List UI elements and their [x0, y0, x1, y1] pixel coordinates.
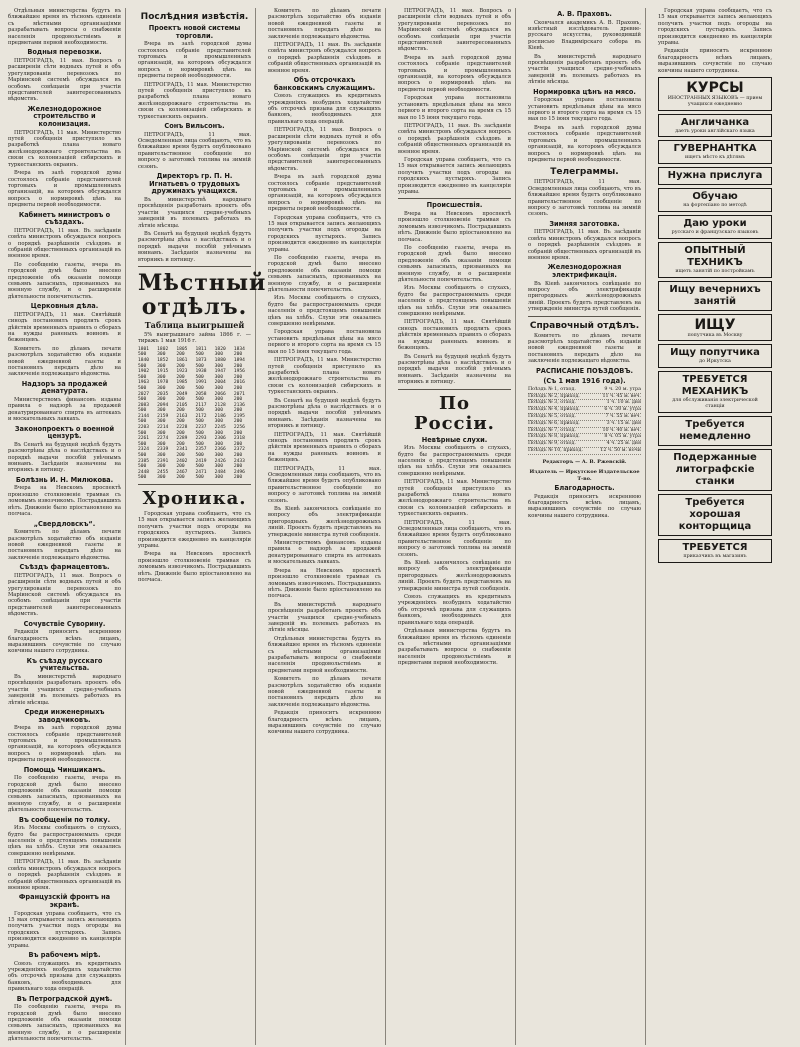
timetable-row [528, 441, 641, 448]
timetable-train: Поѣздъ № 4, приход. [528, 407, 580, 413]
table-cell: 2339 300 [157, 447, 169, 459]
article-heading: Въ Петроградской думѣ. [16, 994, 113, 1003]
timetable-time: 1 ч. 10 м. дня [606, 400, 641, 406]
ad-box [658, 188, 772, 212]
table-cell: 1947 300 [214, 369, 226, 380]
article-text: По сообщенію газеты, вчера въ городской думѣ было внесено предложеніе объ оказаніи помощи семьямъ запасныхъ, призванныхъ на военную службу, и о расширеніи дѣятельности попечительствъ. [268, 255, 381, 294]
table-title: Таблица выигрышей [144, 319, 245, 330]
table-cell: 2274 300 [157, 436, 169, 447]
article-text: Комитетъ по дѣламъ печати разсмотрѣлъ ходатайство объ изданіи новой ежедневной газеты и постановилъ передать дѣло на заключеніе подлежащаго вѣдомства. [8, 345, 121, 378]
article-text: Изъ Москвы сообщаютъ о слухахъ, будто бы распространяемыхъ среди населенія о предстоящемъ повышеніи цѣнъ на хлѣбъ. Слухи эти оказались совершенно невѣрными. [398, 445, 511, 477]
timetable-time: 9 ч. 20 м. утра [604, 386, 641, 392]
article-text: Министерствомъ финансовъ изданы правила о надзорѣ за продажей денатурированнаго спирта въ аптекахъ и москательныхъ лавкахъ. [8, 397, 121, 423]
ad-box [658, 416, 772, 446]
table-cell: 2195 200 [233, 413, 245, 425]
article-text: Редакція приноситъ искреннюю благодарность всѣмъ лицамъ, выразившимъ сочувствіе по случаю кончины нашего сотрудника. [8, 629, 121, 655]
article-text: Изъ Москвы сообщаютъ о слухахъ, будто бы распространяемыхъ среди населенія о предстоящемъ повышеніи цѣнъ на хлѣбъ. Слухи эти оказались совершенно невѣрными. [398, 285, 511, 318]
timetable-time: 4 ч. 25 м. дня [606, 441, 641, 447]
table-cell: 1802 300 [157, 346, 169, 358]
table-cell: 2237 500 [195, 425, 207, 436]
timetable-train: Поѣздъ № 10, приход. [528, 447, 583, 453]
ad-box [658, 77, 772, 111]
section-heading: Телеграммы. [550, 167, 619, 178]
article-text: Въ министерствѣ народнаго просвѣщенія разработанъ проектъ объ участіи учащихся средне-учебныхъ заведеній въ полевыхъ работахъ въ лѣтніе мѣсяцы. [528, 53, 641, 86]
article-subheading: (Съ 1 мая 1916 года). [543, 377, 626, 386]
article-text: Вчера на Невскомъ проспектѣ произошло столкновеніе трамвая съ ломовымъ извозчикомъ. Пострадавшихъ нѣтъ. Движеніе было пріостановлено на полчаса. [8, 485, 121, 518]
ad-subtext: русскаго и французскаго языковъ [671, 230, 759, 236]
article-text: ПЕТРОГРАДЪ, 11 мая. Осведомленныя лица сообщаютъ, что въ ближайшее время будетъ опубликовано правительственное сообщеніе по вопросу о заготовкѣ топлива на зимній сезонъ. [398, 519, 511, 558]
table-cell: 1985 200 [176, 380, 188, 391]
table-cell: 2372 200 [233, 447, 245, 459]
article-heading: Надзоръ за продажей денатурата. [21, 379, 108, 396]
article-text: ПЕТРОГРАДЪ, 11 мая. Вопросъ о расширеніи сѣти водныхъ путей и объ урегулированіи перевозокъ по Маріинской системѣ обсуждался въ особомъ совѣщаніи при участіи представителей заинтересованныхъ вѣдомствъ. [398, 8, 511, 53]
ad-heading: Требуется немедленно [679, 418, 751, 442]
table-cell: 1811 500 [195, 346, 207, 358]
timetable-time: 12 ч. 50 м. ночи [600, 447, 641, 453]
article-heading: Кабинетъ министровъ о съѣздахъ. [18, 210, 111, 227]
table-cell: 2136 200 [233, 402, 245, 414]
table-cell: 1840 500 [138, 357, 150, 369]
ad-box [658, 344, 772, 368]
ad-box [658, 281, 772, 311]
article-heading: Помощь Чиншикамъ. [23, 765, 106, 774]
table-cell: 2214 300 [157, 425, 169, 436]
table-cell: 1861 200 [176, 357, 188, 369]
winnings-table [138, 347, 251, 481]
ad-heading: Ищу вечернихъ занятій [669, 283, 761, 307]
article-text: Городская управа сообщаетъ, что съ 15 мая открывается запись желающихъ получить участки подъ огороды на городскихъ пустыряхъ. Запись производится ежедневно въ канцеляріи управы. [398, 156, 511, 195]
table-cell: 2385 500 [138, 458, 150, 470]
article-text: Въ министерствѣ народнаго просвѣщенія разработанъ проектъ объ участіи учащихся средне-учебныхъ заведеній въ полевыхъ работахъ въ лѣтніе мѣсяцы. [8, 673, 121, 706]
article-text: Союзъ служащихъ въ кредитныхъ учрежденіяхъ возбудилъ ходатайство объ отсрочкѣ призыва для служащихъ банковъ, необходимыхъ для правильнаго хода операцій. [398, 594, 511, 626]
article-text: ПЕТРОГРАДЪ, 11 мая. Министерство путей сообщенія приступило къ разработкѣ плана новаго желѣзнодорожнаго строительства въ связи съ колонизаціей сибирскихъ и туркестанскихъ окраинъ. [138, 81, 251, 120]
table-cell: 2105 200 [176, 402, 188, 414]
article-text: Городская управа постановила установить предѣльныя цѣны на мясо первого и второго сорта на время съ 15 мая по 15 іюня текущаго года. [398, 95, 511, 121]
table-cell: 2163 200 [176, 413, 188, 425]
article-text: ПЕТРОГРАДЪ, 11 мая. Осведомленныя лица сообщаютъ, что въ ближайшее время будетъ опубликовано правительственное сообщеніе по вопросу о заготовкѣ топлива на зимній сезонъ. [138, 131, 251, 170]
article-heading: Сочувствіе Суворину. [23, 619, 106, 628]
article-text: Въ Кіевѣ закончилось совѣщаніе по вопросу объ электрификаціи пригородныхъ желѣзнодорожныхъ линій. Проектъ будетъ представленъ на утвержденіе министра путей сообщенія. [268, 506, 381, 538]
table-cell: 2245 300 [214, 425, 226, 436]
timetable-train: Поѣздъ № 9, отход. [528, 441, 576, 447]
ad-heading: Обучаю [692, 191, 738, 203]
article-text: Министерствомъ финансовъ изданы правила о надзорѣ за продажей денатурированнаго спирта въ аптекахъ и москательныхъ лавкахъ. [268, 540, 381, 566]
article-heading: Болѣзнь И. Н. Милюкова. [15, 475, 114, 484]
table-cell: 1956 200 [233, 369, 245, 380]
article-text: Въ Сенатѣ на будущей недѣлѣ будутъ разсмотрѣны дѣла о наслѣдствахъ и о порядкѣ выдачи пособій увѣчнымъ воинамъ. Засѣданія назначены на вторникъ и пятницу. [268, 397, 381, 430]
article-text: По сообщенію газеты, вчера въ городской думѣ было внесено предложеніе объ оказаніи помощи семьямъ запасныхъ, призванныхъ на военную службу, и о расширеніи дѣятельности попечительствъ. [398, 245, 511, 284]
timetable-time: 11 ч. 45 м. веч. [602, 393, 641, 399]
section-masthead: По Россіи. [414, 392, 495, 434]
column-1 [8, 8, 126, 1045]
article-heading: Директоръ гр. П. Н. Игнатьевъ о трудовыхъ дружинахъ учащихся. [149, 172, 240, 196]
train-timetable [528, 387, 641, 455]
ad-subtext: даетъ уроки англійскаго языка [675, 128, 755, 134]
ad-subtext: ищетъ занятій по постройкамъ [675, 268, 755, 274]
article-text: Вчера на Невскомъ проспектѣ произошло столкновеніе трамвая съ ломовымъ извозчикомъ. Пострадавшихъ нѣтъ. Движеніе было пріостановлено на полчаса. [398, 210, 511, 243]
article-text: Вчера на Невскомъ проспектѣ произошло столкновеніе трамвая съ ломовымъ извозчикомъ. Пострадавшихъ нѣтъ. Движеніе было пріостановлено на полчаса. [138, 551, 251, 584]
ad-heading: ОПЫТНЫЙ ТЕХНИКЪ [684, 244, 746, 268]
article-heading: Съѣздъ фармацевтовъ. [19, 563, 110, 572]
article-text: ПЕТРОГРАДЪ, 11 мая. Въ засѣданіи совѣта министровъ обсуждался вопросъ о порядкѣ разрѣшенія съѣздовъ и собраній общественныхъ организацій въ военное время. [268, 42, 381, 74]
article-heading: Железнодорожное строительство и колонизация. [27, 104, 102, 129]
publisher-line: Издатель — Иркутское Издательское Т-во. [529, 469, 640, 482]
article-text: Вчера въ залѣ городской думы состоялось собраніе представителей торговыхъ и промышленныхъ организацій, на которомъ обсуждался вопросъ о нормировкѣ цѣнъ на предметы первой необходимости. [8, 725, 121, 764]
article-text: ПЕТРОГРАДЪ, 11 мая. Въ засѣданіи совѣта министровъ обсуждался вопросъ о порядкѣ разрѣшенія съѣздовъ и собраній общественныхъ организацій въ военное время. [528, 229, 641, 261]
table-cell: 2083 500 [138, 402, 150, 414]
table-cell: 2455 300 [157, 469, 169, 481]
article-text: Вчера въ залѣ городской думы состоялось собраніе представителей торговыхъ и промышленныхъ организацій, на которомъ обсуждался вопросъ о нормировкѣ цѣнъ на предметы первой необходимости. [398, 54, 511, 93]
article-text: ПЕТРОГРАДЪ, 11 мая. Святѣйшій синодъ постановилъ продлить срокъ дѣйствія временныхъ правилъ о сборахъ на нужды раненыхъ воиновъ и беженцевъ. [8, 311, 121, 344]
ad-heading: ГУВЕРНАНТКА [673, 143, 757, 155]
table-cell: 2256 200 [233, 425, 245, 436]
timetable-row [528, 414, 641, 421]
table-cell: 2306 300 [214, 436, 226, 447]
table-cell: 2117 500 [195, 402, 207, 414]
table-cell: 2341 200 [176, 447, 188, 459]
ad-text: Редакція приноситъ искреннюю благодарность всѣмъ лицамъ, выразившимъ сочувствіе по случаю кончины нашего сотрудника. [658, 48, 772, 74]
table-cell: 2419 500 [195, 458, 207, 470]
timetable-time: 10 ч. 40 м. веч. [602, 427, 641, 433]
table-cell: 2027 500 [138, 391, 150, 403]
article-text: Въ Сенатѣ на будущей недѣлѣ будутъ разсмотрѣны дѣла о наслѣдствахъ и о порядкѣ выдачи пособій увѣчнымъ воинамъ. Засѣданія назначены на вторникъ и пятницу. [8, 441, 121, 474]
article-heading: Зимняя заготовка. [549, 219, 620, 228]
table-cell: 2391 300 [157, 458, 169, 470]
article-text: Союзъ служащихъ въ кредитныхъ учрежденіяхъ возбудилъ ходатайство объ отсрочкѣ призыва для служащихъ банковъ, необходимыхъ для правильнаго хода операцій. [268, 93, 381, 125]
table-cell: 1805 200 [176, 346, 188, 358]
table-cell: 2289 200 [176, 436, 188, 447]
divider [138, 484, 251, 485]
article-heading: Въ рабочемъ мірѣ. [28, 950, 101, 959]
table-cell: 2228 200 [176, 425, 188, 436]
ad-box [658, 167, 772, 185]
timetable-train: Поѣздъ № 1, отход. [528, 386, 576, 392]
table-cell: 1978 300 [157, 380, 169, 391]
ad-box [658, 449, 772, 491]
article-text: ПЕТРОГРАДЪ, 11 мая. Святѣйшій синодъ постановилъ продлить срокъ дѣйствія временныхъ правилъ о сборахъ на нужды раненыхъ воиновъ и беженцевъ. [268, 431, 381, 464]
article-text: Комитетъ по дѣламъ печати разсмотрѣлъ ходатайство объ изданіи новой ежедневной газеты и постановилъ передать дѣло на заключеніе подлежащаго вѣдомства. [268, 8, 381, 40]
article-heading: А. В. Праховъ. [557, 10, 612, 18]
timetable-time: 3 ч. 15 м. дня [606, 420, 641, 426]
ad-box [658, 140, 772, 164]
article-text: Городская управа сообщаетъ, что съ 15 мая открывается запись желающихъ получить участки подъ огороды на городскихъ пустыряхъ. Запись производится ежедневно въ канцеляріи управы. [138, 511, 251, 550]
section-heading: Справочный отдѣлъ. [529, 320, 640, 331]
article-text: Редакція приноситъ искреннюю благодарность всѣмъ лицамъ, выразившимъ сочувствіе по случаю кончины нашего сотрудника. [528, 493, 641, 519]
article-text: Комитетъ по дѣламъ печати разсмотрѣлъ ходатайство объ изданіи новой ежедневной газеты и постановилъ передать дѣло на заключеніе подлежащаго вѣдомства. [268, 676, 381, 708]
ad-heading: Нужна прислуга [667, 170, 763, 182]
article-text: Отдѣльныя министерства будутъ въ ближайшее время въ тѣсномъ единеніи съ мѣстными организаціями разрабатывать вопросы о снабженіи населенія продовольствіемъ и предметами первой необходимости. [8, 8, 121, 47]
table-cell: 2004 300 [214, 380, 226, 391]
article-heading: Нормировка цѣнъ на мясо. [533, 87, 636, 96]
divider [528, 316, 641, 317]
column-2 [138, 8, 267, 1045]
table-cell: 2071 200 [233, 391, 245, 403]
table-cell: 1820 300 [214, 346, 226, 358]
article-text: Комитетъ по дѣламъ печати разсмотрѣлъ ходатайство объ изданіи новой ежедневной газеты и постановилъ передать дѣло на заключеніе подлежащаго вѣдомства. [528, 332, 641, 365]
ad-heading: ТРЕБУЕТСЯ МЕХАНИКЪ [681, 374, 749, 398]
table-cell: 1923 200 [176, 369, 188, 380]
table-cell: 2426 300 [214, 458, 226, 470]
article-text: Городская управа сообщаетъ, что съ 15 мая открывается запись желающихъ получить участки подъ огороды на городскихъ пустыряхъ. Запись производится ежедневно въ канцеляріи управы. [8, 910, 121, 949]
timetable-row [528, 448, 641, 455]
article-text: По сообщенію газеты, вчера въ городской думѣ было внесено предложеніе объ оказаніи помощи семьямъ запасныхъ, призванныхъ на военную службу, и о расширеніи дѣятельности попечительствъ. [8, 1004, 121, 1043]
article-text: Въ Кіевѣ закончилось совѣщаніе по вопросу объ электрификаціи пригородныхъ желѣзнодорожныхъ линій. Проектъ будетъ представленъ на утвержденіе министра путей сообщенія. [398, 560, 511, 592]
article-text: Отдѣльныя министерства будутъ въ ближайшее время въ тѣсномъ единеніи съ мѣстными организаціями разрабатывать вопросы о снабженіи населенія продовольствіемъ и предметами первой необходимости. [398, 628, 511, 667]
article-text: ПЕТРОГРАДЪ, 11 мая. Вопросъ о расширеніи сѣти водныхъ путей и объ урегулированіи перевозокъ по Маріинской системѣ обсуждался въ особомъ совѣщаніи при участіи представителей заинтересованныхъ вѣдомствъ. [268, 127, 381, 172]
article-heading: Церковныя дѣла. [30, 302, 99, 311]
table-cell: 2402 200 [176, 458, 188, 470]
article-heading: Среди инженерныхъ заводчиковъ. [24, 708, 105, 724]
timetable-train: Поѣздъ № 3, отход. [528, 400, 576, 406]
article-text: ПЕТРОГРАДЪ, 11 мая. Въ засѣданіи совѣта министровъ обсуждался вопросъ о порядкѣ разрѣшенія съѣздовъ и собраній общественныхъ организацій въ военное время. [8, 227, 121, 260]
article-text: Въ Сенатѣ на будущей недѣлѣ будутъ разсмотрѣны дѣла о наслѣдствахъ и о порядкѣ выдачи пособій увѣчнымъ воинамъ. Засѣданія назначены на вторникъ и пятницу. [398, 353, 511, 386]
article-text: Городская управа сообщаетъ, что съ 15 мая открывается запись желающихъ получить участки подъ огороды на городскихъ пустыряхъ. Запись производится ежедневно въ канцеляріи управы. [268, 214, 381, 253]
table-cell: 2467 200 [176, 469, 188, 481]
article-heading: РАСПИСАНІЕ ПОѢЗДОВЪ. [535, 366, 634, 375]
table-cell: 2172 500 [195, 413, 207, 425]
article-text: Въ министерствѣ народнаго просвѣщенія разработанъ проектъ объ участіи учащихся средне-учебныхъ заведеній въ полевыхъ работахъ въ лѣтніе мѣсяцы. [138, 196, 251, 229]
article-heading: Благодарность. [554, 484, 615, 492]
table-cell: 1873 500 [195, 357, 207, 369]
timetable-train: Поѣздъ № 5, отход. [528, 414, 576, 419]
article-text: Изъ Москвы сообщаютъ о слухахъ, будто бы распространяемыхъ среди населенія о предстоящемъ повышеніи цѣнъ на хлѣбъ. Слухи эти оказались совершенно невѣрными. [8, 825, 121, 857]
ad-heading: Требуется хорошая конторщица [678, 496, 752, 532]
table-cell: 2094 300 [157, 402, 169, 414]
article-heading: Происшествія. [426, 201, 483, 210]
ad-subtext: приказчикъ въ магазинъ [683, 553, 747, 559]
table-cell: 2128 300 [214, 402, 226, 414]
table-cell: 1834 200 [233, 346, 245, 358]
ad-subtext: ИНОСТРАННЫХ ЯЗЫКОВЪ — прием учащихся ежедневно [667, 96, 763, 107]
ad-text: Городская управа сообщаетъ, что съ 15 мая открывается запись желающихъ получить участки подъ огороды на городскихъ пустыряхъ. Запись производится ежедневно въ канцеляріи управы. [658, 8, 772, 47]
ad-heading: Подержанные литографскіе станки [673, 451, 757, 487]
column-5 [528, 8, 646, 1045]
article-text: Отдѣльныя министерства будутъ въ ближайшее время въ тѣсномъ единеніи съ мѣстными организаціями разрабатывать вопросы о снабженіи населенія продовольствіемъ и предметами первой необходимости. [268, 635, 381, 674]
ad-subtext: на фортепіано по методѣ [683, 203, 747, 209]
table-cell: 1991 500 [195, 380, 207, 391]
article-heading: Проектъ новой системы торговли. [148, 24, 241, 40]
table-cell: 1963 500 [138, 380, 150, 391]
table-cell: 2318 200 [233, 436, 245, 447]
table-cell: 2496 200 [233, 469, 245, 481]
table-cell: 2261 500 [138, 436, 150, 447]
article-heading: „Свердловскъ“. [33, 519, 96, 528]
ad-heading: ИЩУ [694, 316, 736, 333]
ad-heading: Англичанка [680, 116, 750, 128]
table-cell: 2186 300 [214, 413, 226, 425]
timetable-row [528, 421, 641, 428]
table-cell: 2433 200 [233, 458, 245, 470]
article-heading: Железнодорожная электрификація. [547, 263, 622, 279]
table-cell: 2016 200 [233, 380, 245, 391]
timetable-time: 6 ч. 30 м. утра [604, 407, 641, 413]
divider [398, 198, 511, 199]
article-heading: Къ съѣзду русскаго учительства. [26, 656, 103, 673]
column-3 [268, 8, 386, 1045]
article-text: По сообщенію газеты, вчера въ городской думѣ было внесено предложеніе объ оказаніи помощи семьямъ запасныхъ, призванныхъ на военную службу, и о расширеніи дѣятельности попечительствъ. [8, 775, 121, 814]
ad-box [658, 242, 772, 278]
ad-subtext: для обслуживанія электрической станціи [672, 398, 758, 410]
ad-subtext: попутчика въ Москву [687, 332, 743, 338]
table-cell: 2203 500 [138, 425, 150, 436]
article-text: ПЕТРОГРАДЪ, 11 мая. Министерство путей сообщенія приступило къ разработкѣ плана новаго желѣзнодорожнаго строительства въ связи съ колонизаціей сибирскихъ и туркестанскихъ окраинъ. [398, 479, 511, 518]
table-cell: 1902 500 [138, 369, 150, 380]
article-text: ПЕТРОГРАДЪ, 11 мая. Святѣйшій синодъ постановилъ продлить срокъ дѣйствія временныхъ правилъ о сборахъ на нужды раненыхъ воиновъ и беженцевъ. [398, 319, 511, 352]
article-heading: Въ сообщеніи по толку. [18, 815, 111, 824]
section-heading: Послѣдния извѣстія. [140, 12, 249, 22]
timetable-row [528, 387, 641, 394]
article-text: Въ министерствѣ народнаго просвѣщенія разработанъ проектъ объ участіи учащихся средне-учебныхъ заведеній въ полевыхъ работахъ въ лѣтніе мѣсяцы. [268, 601, 381, 634]
article-text: ПЕТРОГРАДЪ, 11 мая. Вопросъ о расширеніи сѣти водныхъ путей и объ урегулированіи перевозокъ по Маріинской системѣ обсуждался въ особомъ совѣщаніи при участіи представителей заинтересованныхъ вѣдомствъ. [8, 572, 121, 618]
divider [398, 389, 511, 390]
article-text: Редакція приноситъ искреннюю благодарность всѣмъ лицамъ, выразившимъ сочувствіе по случаю кончины нашего сотрудника. [268, 710, 381, 736]
ad-box [658, 371, 772, 413]
table-cell: 2058 500 [195, 391, 207, 403]
table-cell: 2144 500 [138, 413, 150, 425]
article-heading: Сонъ Вильсонъ. [164, 122, 225, 131]
article-text: Вчера въ залѣ городской думы состоялось собраніе представителей торговыхъ и промышленныхъ организацій, на которомъ обсуждался вопросъ о нормировкѣ цѣнъ на предметы первой необходимости. [528, 124, 641, 163]
table-cell: 1894 200 [233, 357, 245, 369]
article-text: Союзъ служащихъ въ кредитныхъ учрежденіяхъ возбудилъ ходатайство объ отсрочкѣ призыва для служащихъ банковъ, необходимыхъ для правильнаго хода операцій. [8, 960, 121, 993]
article-heading: Законопроектъ о военной цензурѣ. [14, 424, 115, 441]
table-cell: 2293 500 [195, 436, 207, 447]
table-cell: 1801 500 [138, 346, 150, 358]
divider [138, 266, 251, 267]
article-text: Вчера въ залѣ городской думы состоялось собраніе представителей торговыхъ и промышленныхъ организацій, на которомъ обсуждался вопросъ о нормировкѣ цѣнъ на предметы первой необходимости. [8, 170, 121, 209]
table-cell: 1915 300 [157, 369, 169, 380]
article-text: ПЕТРОГРАДЪ, 11 мая. Осведомленныя лица сообщаютъ, что въ ближайшее время будетъ опубликовано правительственное сообщеніе по вопросу о заготовкѣ топлива на зимній сезонъ. [268, 465, 381, 504]
table-subtitle: 5% выигрышнаго займа 1866 г. — тиражъ 1 мая 1916 г. [138, 331, 251, 345]
column-6-classifieds [658, 8, 776, 1045]
newspaper-page [8, 8, 792, 1043]
article-text: Въ Кіевѣ закончилось совѣщаніе по вопросу объ электрификаціи пригородныхъ желѣзнодорожныхъ линій. Проектъ будетъ представленъ на утвержденіе министра путей сообщенія. [528, 280, 641, 313]
article-heading: Невѣрные слухи. [421, 435, 488, 444]
ad-heading: Даю уроки [683, 218, 747, 230]
ad-box [658, 114, 772, 138]
ad-subtext: до Иркутска [699, 359, 731, 365]
article-text: Городская управа постановила установить предѣльныя цѣны на мясо первого и второго сорта на время съ 15 мая по 15 іюня текущаго года. [528, 97, 641, 123]
ad-box [658, 314, 772, 342]
article-heading: Французскій фронтъ на экранѣ. [18, 893, 111, 909]
timetable-time: 7 ч. 55 м. веч. [605, 414, 641, 419]
article-text: Въ Сенатѣ на будущей недѣлѣ будутъ разсмотрѣны дѣла о наслѣдствахъ и о порядкѣ выдачи пособій увѣчнымъ воинамъ. Засѣданія назначены на вторникъ и пятницу. [138, 230, 251, 263]
timetable-train: Поѣздъ № 8, приход. [528, 434, 580, 440]
section-masthead: Хроника. [142, 488, 247, 509]
table-cell: 2049 200 [176, 391, 188, 403]
article-text: ПЕТРОГРАДЪ, 11 мая. Осведомленныя лица сообщаютъ, что въ ближайшее время будетъ опубликовано правительственное сообщеніе по вопросу о заготовкѣ топлива на зимній сезонъ. [528, 179, 641, 218]
article-text: Вчера въ залѣ городской думы состоялось собраніе представителей торговыхъ и промышленныхъ организацій, на которомъ обсуждался вопросъ о нормировкѣ цѣнъ на предметы первой необходимости. [268, 174, 381, 213]
table-cell: 2159 300 [157, 413, 169, 425]
article-text: Скончался академикъ А. В. Праховъ, извѣстный изслѣдователь древне-русскаго искусства, руководившій росписью Владимірскаго собора въ Кіевѣ. [528, 19, 641, 52]
article-text: Вчера въ залѣ городской думы состоялось собраніе представителей торговыхъ и промышленныхъ организацій, на которомъ обсуждался вопросъ о нормировкѣ цѣнъ на предметы первой необходимости. [138, 41, 251, 80]
ad-heading: КУРСЫ [686, 80, 744, 97]
article-text: ПЕТРОГРАДЪ, 11 мая. Въ засѣданіи совѣта министровъ обсуждался вопросъ о порядкѣ разрѣшенія съѣздовъ и собраній общественныхъ организацій въ военное время. [8, 859, 121, 891]
article-text: Вчера на Невскомъ проспектѣ произошло столкновеніе трамвая съ ломовымъ извозчикомъ. Пострадавшихъ нѣтъ. Движеніе было пріостановлено на полчаса. [268, 567, 381, 600]
article-text: По сообщенію газеты, вчера въ городской думѣ было внесено предложеніе объ оказаніи помощи семьямъ запасныхъ, призванныхъ на военную службу, и о расширеніи дѣятельности попечительствъ. [8, 261, 121, 300]
article-heading: Водныя перевозки. [27, 48, 102, 57]
table-cell: 2066 300 [214, 391, 226, 403]
article-text: ПЕТРОГРАДЪ, 11 мая. Въ засѣданіи совѣта министровъ обсуждался вопросъ о порядкѣ разрѣшенія съѣздовъ и собраній общественныхъ организацій въ военное время. [398, 122, 511, 155]
ad-heading: ТРЕБУЕТСЯ [682, 541, 748, 553]
article-text: Комитетъ по дѣламъ печати разсмотрѣлъ ходатайство объ изданіи новой ежедневной газеты и постановилъ передать дѣло на заключеніе подлежащаго вѣдомства. [8, 529, 121, 561]
ad-box [658, 539, 772, 563]
article-text: Изъ Москвы сообщаютъ о слухахъ, будто бы распространяемыхъ среди населенія о предстоящемъ повышеніи цѣнъ на хлѣбъ. Слухи эти оказались совершенно невѣрными. [268, 295, 381, 328]
ad-heading: Ищу попутчика [670, 347, 760, 359]
table-cell: 1852 300 [157, 357, 169, 369]
column-4 [398, 8, 516, 1045]
table-cell: 2471 500 [195, 469, 207, 481]
article-text: ПЕТРОГРАДЪ, 11 мая. Министерство путей сообщенія приступило къ разработкѣ плана новаго желѣзнодорожнаго строительства въ связи съ колонизаціей сибирскихъ и туркестанскихъ окраинъ. [8, 129, 121, 168]
article-text: ПЕТРОГРАДЪ, 11 мая. Вопросъ о расширеніи сѣти водныхъ путей и объ урегулированіи перевозокъ по Маріинской системѣ обсуждался въ особомъ совѣщаніи при участіи представителей заинтересованныхъ вѣдомствъ. [8, 58, 121, 103]
table-cell: 2484 300 [214, 469, 226, 481]
article-text: Городская управа постановила установить предѣльныя цѣны на мясо первого и второго сорта на время съ 15 мая по 15 іюня текущаго года. [268, 329, 381, 355]
timetable-train: Поѣздъ № 2, приход. [528, 393, 580, 399]
table-cell: 1880 300 [214, 357, 226, 369]
timetable-train: Поѣздъ № 7, отход. [528, 427, 576, 433]
table-cell: 2366 300 [214, 447, 226, 459]
article-heading: Объ отсрочкахъ банковскимъ служащимъ. [273, 76, 376, 92]
timetable-train: Поѣздъ № 6, приход. [528, 420, 580, 426]
article-text: ПЕТРОГРАДЪ, 11 мая. Министерство путей сообщенія приступило къ разработкѣ плана новаго желѣзнодорожнаго строительства въ связи съ колонизаціей сибирскихъ и туркестанскихъ окраинъ. [268, 357, 381, 396]
table-cell: 2324 500 [138, 447, 150, 459]
timetable-time: 8 ч. 05 м. утра [604, 434, 641, 440]
table-cell: 2357 500 [195, 447, 207, 459]
ad-box [658, 215, 772, 239]
table-cell: 1938 500 [195, 369, 207, 380]
table-cell: 2035 300 [157, 391, 169, 403]
ad-box [658, 494, 772, 536]
editor-line: Редакторъ — А. В. Ржевскій. [542, 458, 627, 465]
section-masthead: Мѣстный отдѣлъ. [138, 269, 267, 320]
table-cell: 2448 500 [138, 469, 150, 481]
ad-subtext: ищетъ мѣсто къ дѣтямъ [685, 155, 745, 161]
timetable-row [528, 407, 641, 414]
